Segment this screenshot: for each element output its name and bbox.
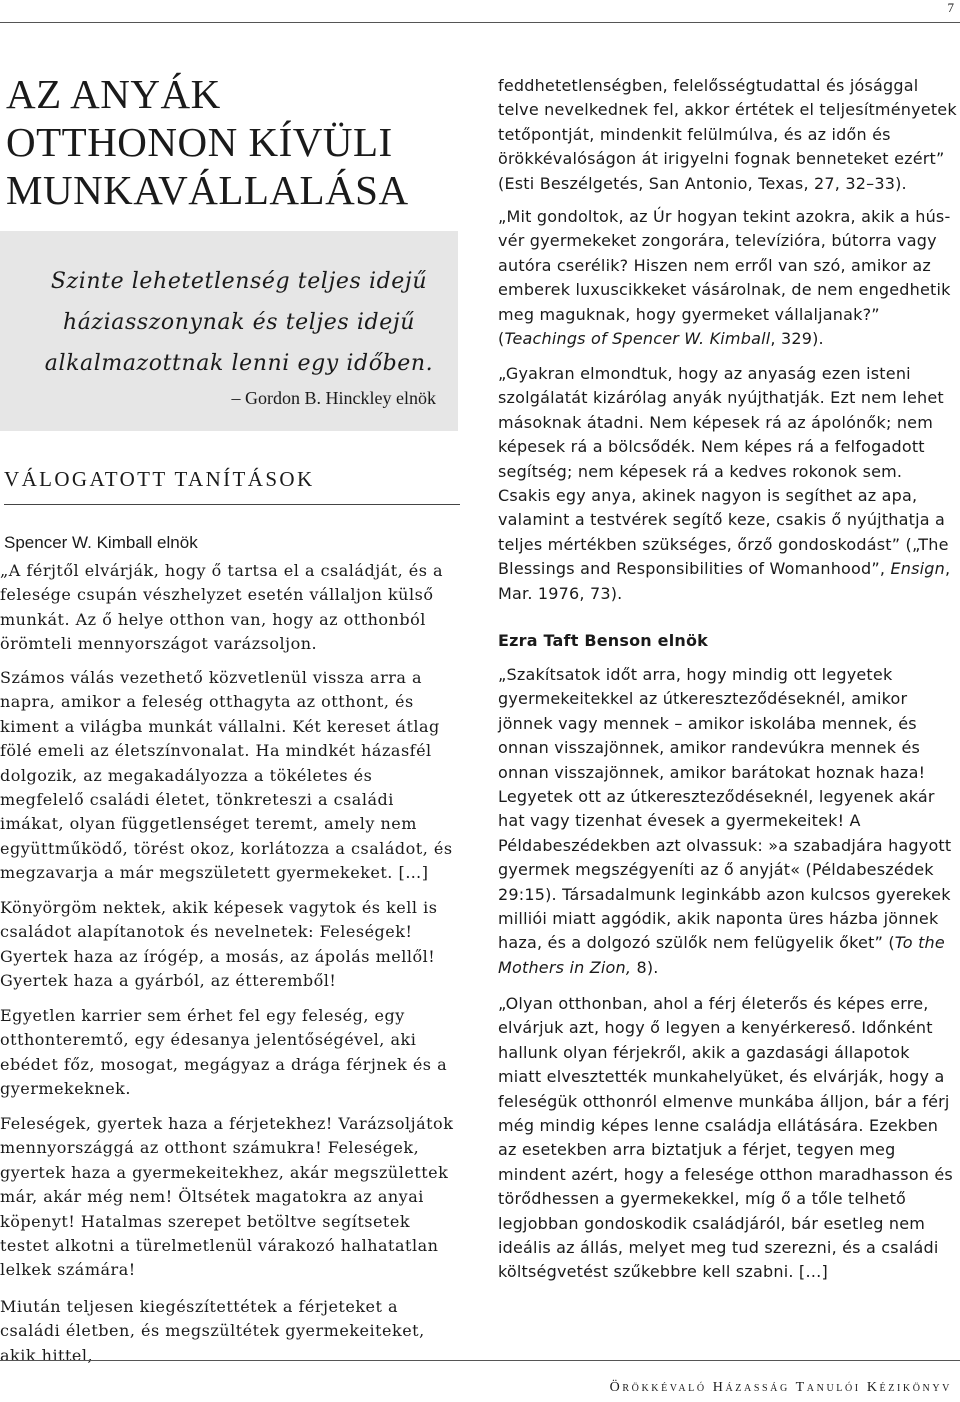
citation: To the Mothers in Zion,	[498, 933, 945, 977]
right-paragraph	[498, 74, 958, 196]
page-title: AZ ANYÁK OTTHONON KÍVÜLI MUNKAVÁLLALÁSA	[6, 71, 409, 213]
right-paragraph	[498, 362, 958, 606]
epigraph-attribution: – Gordon B. Hinckley elnök	[231, 388, 436, 408]
speaker-benson: Ezra Taft Benson elnök	[498, 631, 709, 650]
right-paragraph	[498, 663, 958, 980]
citation: Ensign	[890, 559, 945, 579]
right-paragraph-text: „Gyakran elmondtuk, hogy az anyaság ezen isteni szolgálatát kizárólag anyák nyújthatják. Ezt nem lehet másoknak átadni. Nem képesek rá az ápolónők; nem képesek rá a bölcsődék. Nem képes rá a felfogadott segítség; nem képesek rá a kedves rokonok sem. Csakis egy anya, akinek nagyon is segíthet az apa, valamint a testvérek segítő keze, csakis ő nyújthatja a teljes mértékben szükséges, őrző gondoskodást” („The Blessings and Responsibilities of Womanhood”,	[498, 364, 949, 579]
right-paragraph	[498, 205, 958, 351]
citation-end: , 329).	[770, 329, 824, 349]
section-heading: VÁLOGATOTT TANÍTÁSOK	[4, 467, 460, 505]
right-paragraph-text: feddhetetlenségben, felelősségtudattal és jósággal telve nevelkednek fel, akkor értétek el teljesítményetek tetőpontját, mindenkit felülmúlva, és az időn és örökkévalóságon át irigyelni fognak benneteket ezért” (Esti Beszélgetés, San Antonio, Texas, 27, 32–33).	[498, 76, 957, 193]
page-number: 7	[947, 0, 954, 15]
header-rule	[0, 22, 960, 23]
left-paragraph: Feleségek, gyertek haza a férjetekhez! Varázsoljátok mennyországgá az otthont számukra! Feleségek, gyertek haza a gyermekeitekhez, akár megszülettek már, akár még nem! Öltsétek magatokra az anyai köpenyt! Hatalmas szerepet betöltve segítsetek testet alkotni a türelmetlenül várakozó halhatatlan lelkek számára!	[0, 1114, 454, 1280]
footer-title: Örökkévaló Házasság Tanulói Kézikönyv	[609, 1380, 952, 1395]
citation: Teachings of Spencer W. Kimball	[504, 329, 771, 349]
citation-end: , Mar. 1976, 73).	[498, 559, 951, 603]
left-paragraph: Könyörgöm nektek, akik képesek vagytok és kell is családot alapítanotok és nevelnetek: Feleségek! Gyertek haza az írógép, a mosás, az ápolás mellől! Gyertek haza a gyárból, az étteremből!	[0, 898, 438, 991]
left-paragraph: Egyetlen karrier sem érhet fel egy feleség, egy otthonteremtő, egy édesanya jelentőségével, aki ebédet főz, mosogat, megágyaz a drága férjnek és a gyermekeknek.	[0, 1006, 448, 1099]
right-paragraph: „Olyan otthonban, ahol a férj életerős és képes erre, elvárjuk azt, hogy ő legyen a kenyérkereső. Időnként hallunk olyan férjekről, akik a gazdasági állapotok miatt elvesztették munkahelyüket, és elvárják, hogy a feleségük otthonról elmenve munkába álljon, bár a férj még mindig képes lenne családja ellátására. Ezekben az esetekben arra biztatjuk a férjet, tegyen meg mindent azért, hogy a felesége otthon maradhasson és törődhessen a gyermekekkel, míg ő a tőle telhető legjobban gondoskodik családjáról, bár esetleg nem ideális az állás, melyet meg tud szerezni, és a családi költségvetést szűkebbre kell szabni. […]	[498, 994, 953, 1282]
footer-rule	[0, 1360, 960, 1361]
right-paragraph-text: „Mit gondoltok, az Úr hogyan tekint azokra, akik a hús-vér gyermekeket zongorára, televízióra, bútorra vagy autóra cserélik? Hiszen nem erről van szó, amikor az emberek luxuscikkeket vásárolnak, de nem engedhetik meg maguknak, hogy gyermeket vállaljanak?” (	[498, 207, 951, 349]
epigraph-text: Szinte lehetetlenség teljes idejű háziasszonynak és teljes idejű alkalmazottnak lenni egy időben.	[44, 269, 434, 376]
citation-end: 8).	[631, 957, 659, 977]
speaker-kimball: Spencer W. Kimball elnök	[4, 533, 198, 552]
left-paragraph: Számos válás vezethető közvetlenül vissza arra a napra, amikor a feleség otthagyta az otthont, és kiment a világba munkát vállalni. Két kereset átlag fölé emeli az életszínvonalat. Ha mindkét házasfél dolgozik, az megakadályozza a tökéletes és megfelelő családi életet, tönkreteszi a családi imákat, olyan függetlenséget teremt, amely nem együttműködő, törést okoz, korlátozza a családot, és megzavarja a már megszületett gyermekeket. […]	[0, 668, 453, 883]
left-paragraph: „A férjtől elvárják, hogy ő tartsa el a családját, és a felesége csupán vészhelyzet esetén vállaljon külső munkát. Az ő helye otthon van, hogy az otthonból örömteli mennyországot varázsoljon.	[0, 561, 444, 654]
epigraph-box	[0, 231, 458, 431]
left-paragraph: Miután teljesen kiegészítettétek a férjeteket a családi életben, és megszültétek gyermekeiteket, akik hittel,	[0, 1297, 425, 1365]
right-paragraph-text: „Szakítsatok időt arra, hogy mindig ott legyetek gyermekeitekkel az útkereszteződéseknél, amikor jönnek vagy mennek – amikor iskolába mennek, és onnan visszajönnek, amikor randevúkra mennek és onnan visszajönnek, amikor barátokat hoznak haza! Legyetek ott az útkereszteződéseknél, legyenek akár hat vagy tizenhat évesek a gyermekeitek! A Példabeszédekben azt olvassuk: »a szabadjára hagyott gyermek megszégyeníti az ő anyját« (Példabeszédek 29:15). Társadalmunk leginkább azon kulcsos gyerekek milliói miatt aggódik, akik naponta üres házba jönnek haza, és a dolgozó szülők nem felügyelik őket” (	[498, 665, 952, 953]
